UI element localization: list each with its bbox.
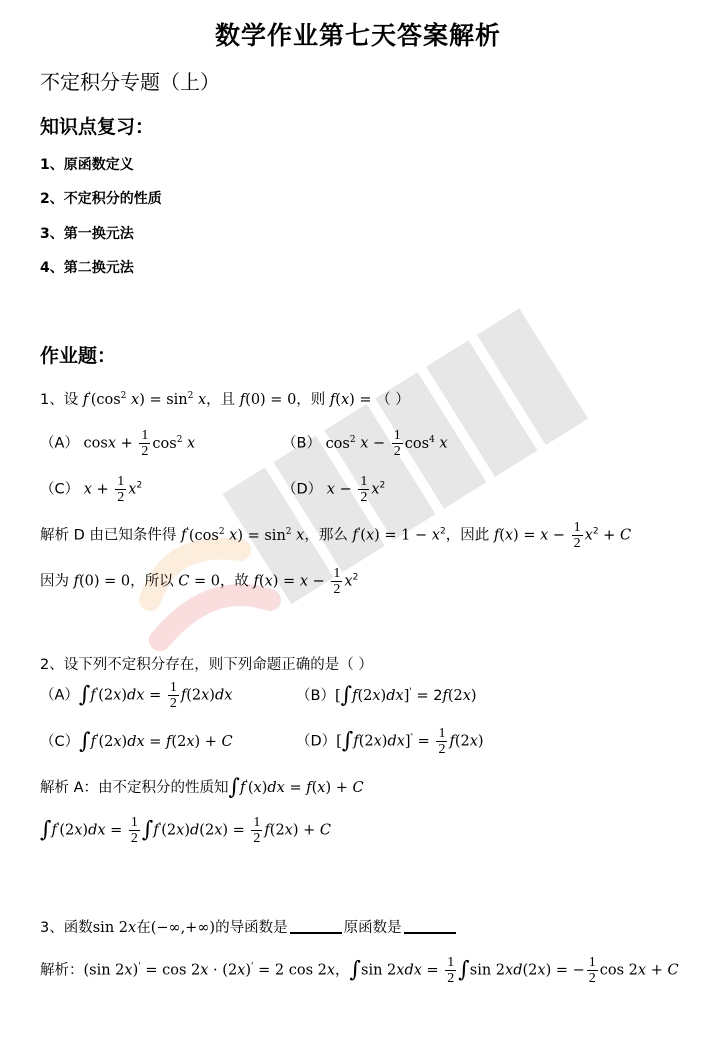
review-item: 4、第二换元法 xyxy=(40,260,134,276)
q1-stem-text: ，则 xyxy=(296,392,330,408)
answer-blank[interactable] xyxy=(290,932,342,934)
q2-option-b: （B）[∫f(2x)dx]' = 2f(2x) xyxy=(296,683,477,708)
analysis-text: 因为 xyxy=(40,573,74,590)
option-label: （B） xyxy=(282,435,321,452)
analysis-text: ，故 xyxy=(219,573,254,590)
q2-option-a: （A）∫f'(2x)dx = $\frac{1}{2}$ f(2x)dx xyxy=(40,680,233,711)
watermark-logo xyxy=(110,250,670,670)
q2-analysis-2: ∫f'(2x)dx = $\frac{1}{2}$ ∫f'(2x)d(2x) = $\frac{1}{2}$ f(2x) + C xyxy=(40,815,331,846)
q1-option-b: （B） $\cos^2 x$ − $\frac{1}{2}$ $\cos^4 x$ xyxy=(282,428,448,459)
option-label: （A） xyxy=(40,687,79,704)
q2-analysis: 解析 A：由不定积分的性质知∫f'(x)dx = f(x) + C xyxy=(40,775,364,800)
q3-stem-text: 3、函数 xyxy=(40,920,93,936)
answer-blank[interactable] xyxy=(404,932,456,934)
option-label: （A） xyxy=(40,435,79,452)
review-item: 3、第一换元法 xyxy=(40,226,134,242)
analysis-text: ，因此 xyxy=(445,527,494,544)
q3-stem-text: 的导函数是 xyxy=(215,920,288,936)
q1-option-d: （D） x − $\frac{1}{2}$ $x^2$ xyxy=(282,474,386,505)
question-2-stem: 2、设下列不定积分存在，则下列命题正确的是（ ） xyxy=(40,657,373,673)
option-label: （C） xyxy=(40,481,80,498)
topic-subtitle: 不定积分专题（上） xyxy=(40,70,220,94)
homework-heading: 作业题： xyxy=(40,345,117,367)
q3-analysis: 解析：(sin 2x)' = cos 2x · (2x)' = 2 cos 2x，∫sin 2xdx = $\frac{1}{2}$ ∫sin 2xd(2x) = − $\frac{1}{2}$ cos 2x + C xyxy=(40,955,679,986)
analysis-text: 解析 D 由已知条件得 xyxy=(40,527,181,544)
question-1-stem: 1、设 $f'(\cos^2$ $x) = \sin^2 x$，且 f(0) = 0，则 f(x) = （ ） xyxy=(40,391,410,408)
q2-option-d: （D）[∫f(2x)dx]' = $\frac{1}{2}$ f(2x) xyxy=(296,726,484,757)
q1-option-c: （C） x + $\frac{1}{2}$ $x^2$ xyxy=(40,474,143,505)
q1-stem-text: （ ） xyxy=(376,392,410,408)
analysis-text: 解析： xyxy=(40,962,84,979)
analysis-text: ，所以 xyxy=(130,573,179,590)
q1-analysis-2: 因为 f(0) = 0，所以 C = 0，故 f(x) = x − $\frac{1}{2}$ $x^2$ xyxy=(40,566,359,597)
analysis-text: ，那么 xyxy=(304,527,353,544)
q1-stem-text: 1、设 xyxy=(40,392,83,408)
option-label: （C） xyxy=(40,734,80,750)
question-3-stem: 3、函数sin 2x在(−∞,+∞)的导函数是 原函数是 xyxy=(40,916,458,937)
q1-analysis: 解析 D 由已知条件得 $f'(\cos^2$ $x) = \sin^2 x$，那么 $f'(x) = 1 - x^2$，因此 f(x) = x − $\frac{1}{2}$ $x^2 + C$ xyxy=(40,520,632,551)
page-title: 数学作业第七天答案解析 xyxy=(214,21,501,50)
option-label: （B） xyxy=(296,688,335,704)
option-label: （D） xyxy=(296,733,337,750)
q3-stem-text: 在 xyxy=(136,920,151,936)
q1-option-a: （A） cosx + $\frac{1}{2}$ $\cos^2 x$ xyxy=(40,428,196,459)
analysis-text: 解析 A：由不定积分的性质知 xyxy=(40,780,229,796)
option-label: （D） xyxy=(282,481,323,498)
review-item: 1、原函数定义 xyxy=(40,157,134,173)
review-item: 2、不定积分的性质 xyxy=(40,191,162,207)
q1-stem-text: ，且 xyxy=(206,392,240,408)
review-heading: 知识点复习： xyxy=(40,116,155,138)
q3-stem-text: 原函数是 xyxy=(343,920,402,936)
q2-option-c: （C）∫f'(2x)dx = f(2x) + C xyxy=(40,729,233,754)
